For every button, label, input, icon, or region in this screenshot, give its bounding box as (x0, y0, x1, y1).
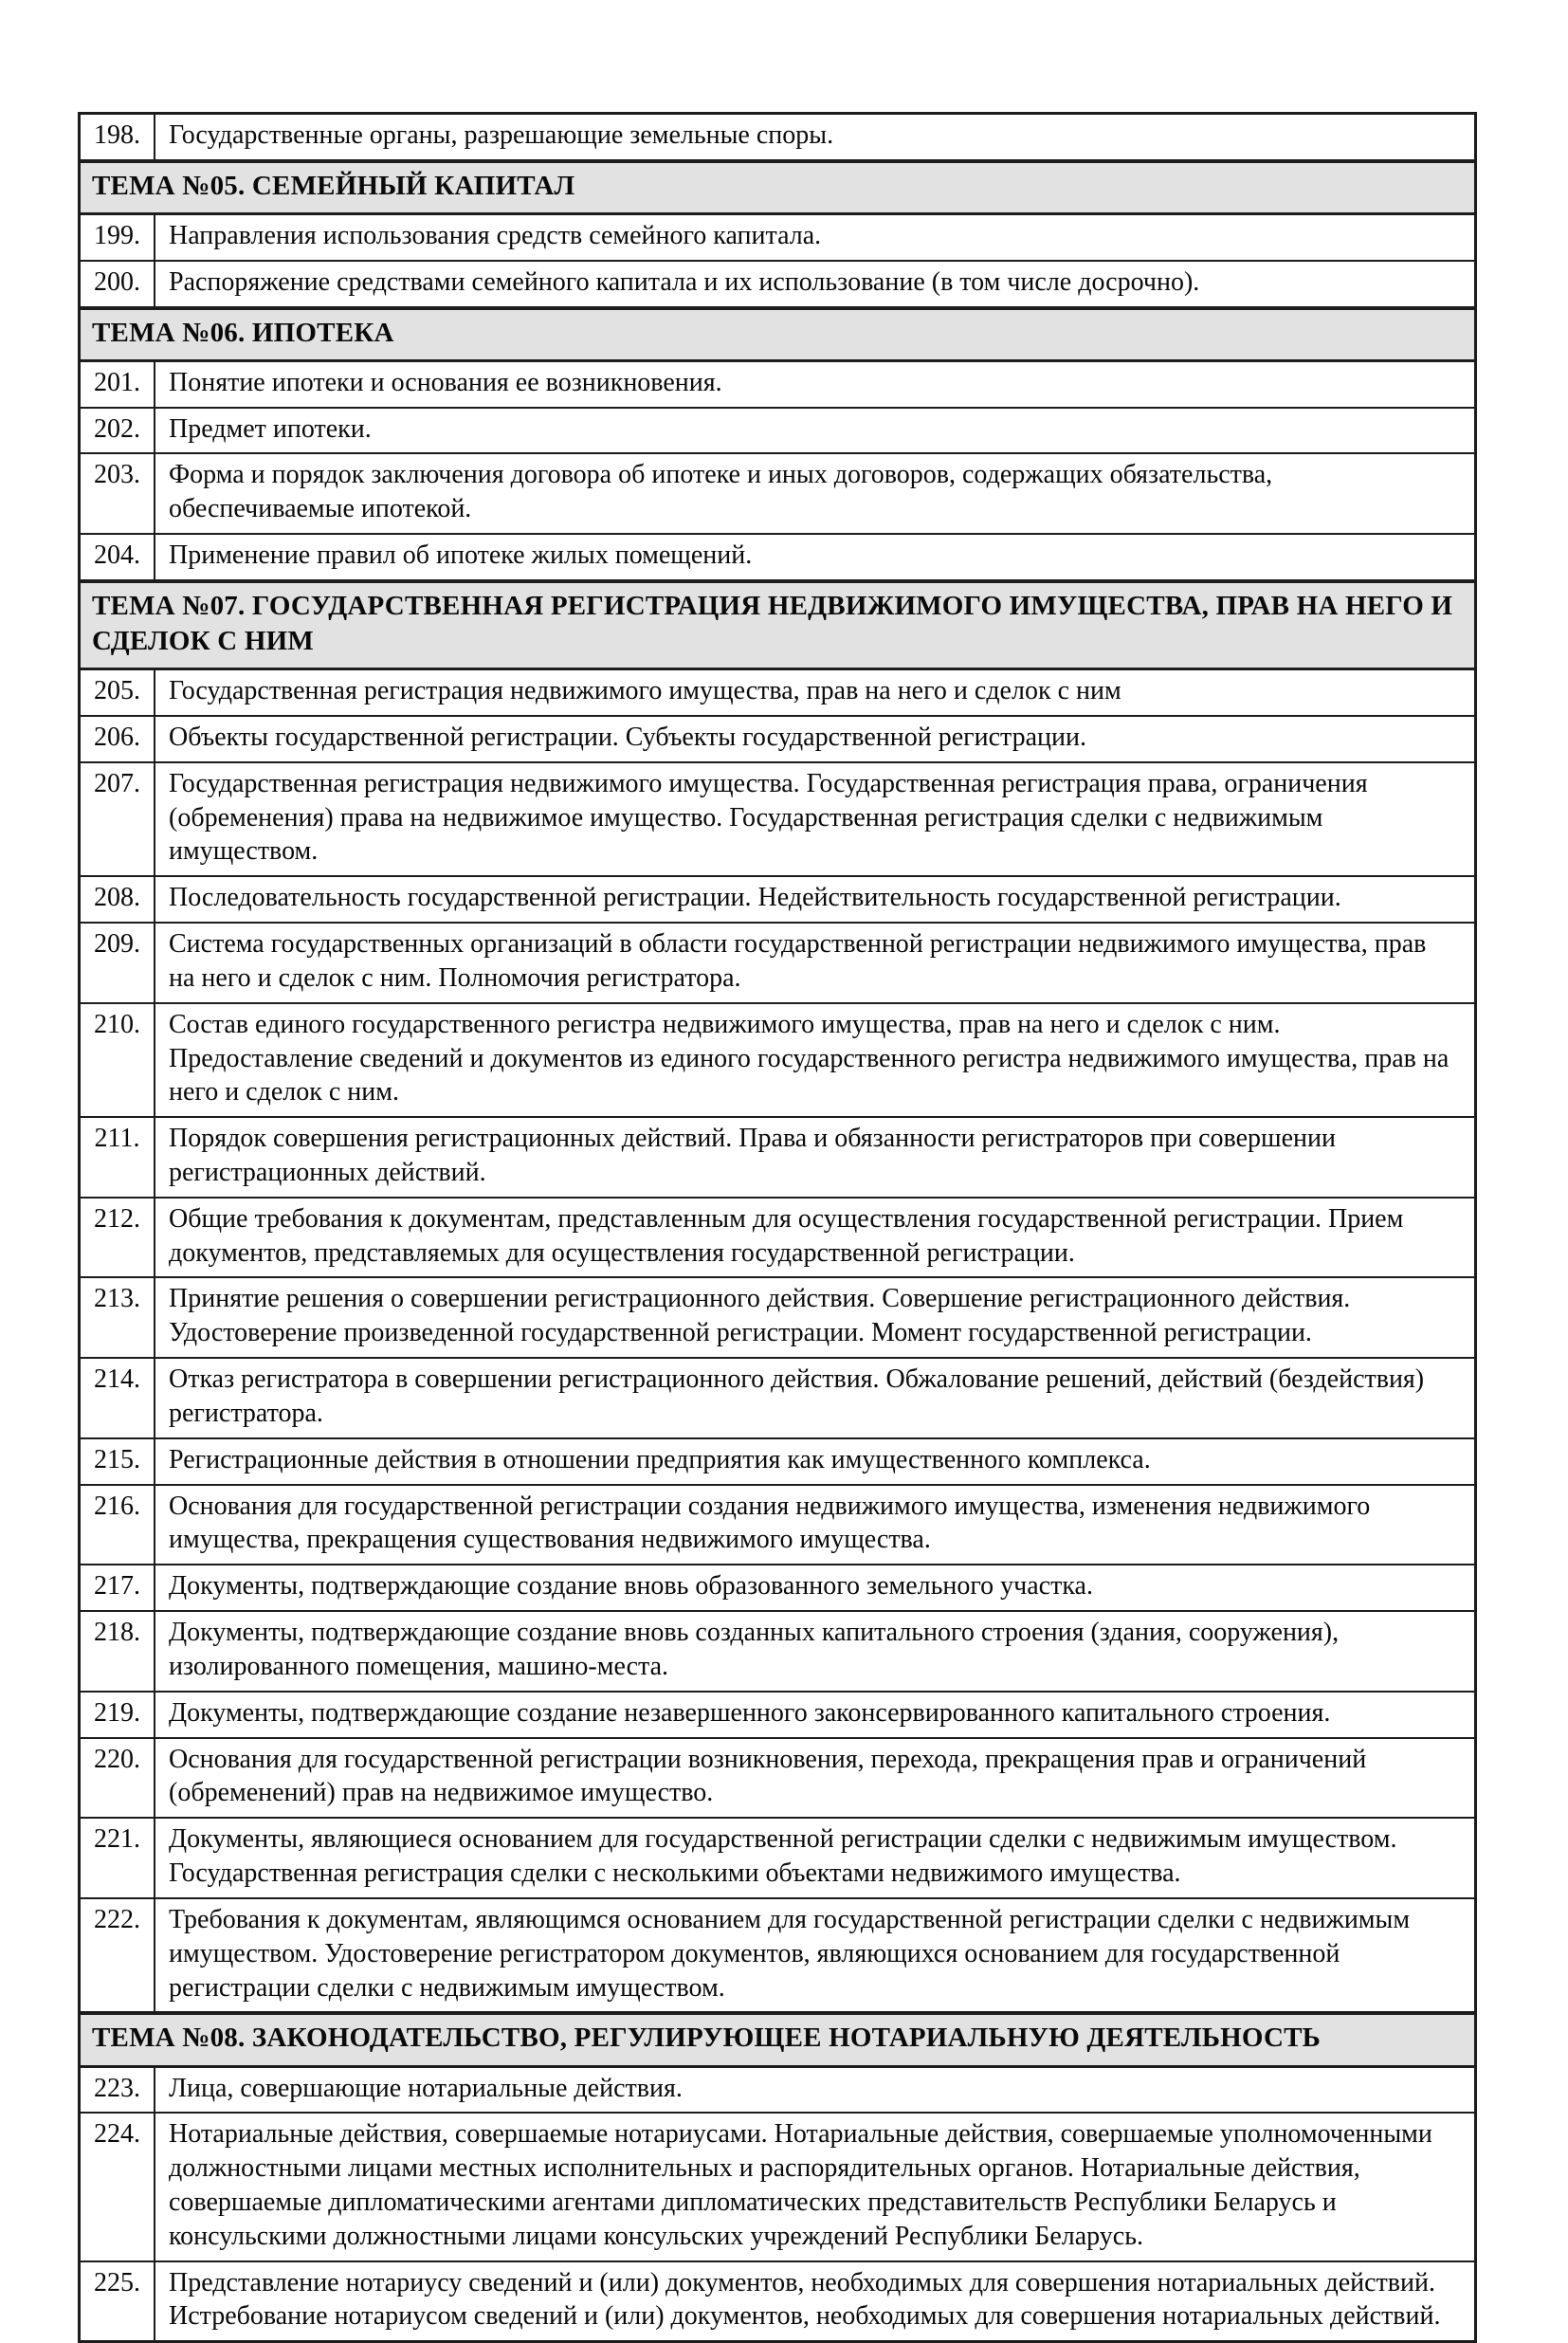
row-text: Принятие решения о совершении регистрационного действия. Совершение регистрационного действия. Удостоверение произведенной государственной регистрации. Момент государственной регистрации. (155, 1277, 1476, 1358)
row-text: Общие требования к документам, представленным для осуществления государственной регистрации. Прием документов, представляемых для осуществления государственной регистрации. (155, 1198, 1476, 1278)
table-row (80, 408, 1476, 454)
table-row (80, 876, 1476, 923)
row-text: Документы, подтверждающие создание вновь образованного земельного участка. (155, 1565, 1476, 1611)
table-row (80, 923, 1476, 1003)
row-text: Форма и порядок заключения договора об ипотеке и иных договоров, содержащих обязательства, обеспечиваемые ипотекой. (155, 453, 1476, 534)
table-row (80, 1117, 1476, 1198)
row-text: Представление нотариусу сведений и (или) документов, необходимых для совершения нотариальных действий. Истребование нотариусом сведений и (или) документов, необходимых для совершения нотариальных действий. (155, 2261, 1476, 2342)
table-row (80, 1438, 1476, 1485)
row-text: Регистрационные действия в отношении предприятия как имущественного комплекса. (155, 1438, 1476, 1485)
row-number: 215. (80, 1438, 155, 1485)
table-row (80, 1898, 1476, 2013)
section-row (80, 2013, 1476, 2066)
row-text: Понятие ипотеки и основания ее возникновения. (155, 360, 1476, 407)
row-text: Состав единого государственного регистра недвижимого имущества, прав на него и сделок с ним. Предоставление сведений и документов из единого государственного регистра недвижимого имущества, прав на него и сделок с ним. (155, 1003, 1476, 1117)
row-number: 216. (80, 1485, 155, 1565)
row-text: Предмет ипотеки. (155, 408, 1476, 454)
row-number: 209. (80, 923, 155, 1003)
row-text: Отказ регистратора в совершении регистрационного действия. Обжалование решений, действий (бездействия) регистратора. (155, 1358, 1476, 1438)
row-text: Объекты государственной регистрации. Субъекты государственной регистрации. (155, 716, 1476, 762)
table-row (80, 453, 1476, 534)
section-row (80, 581, 1476, 669)
table-row (80, 261, 1476, 308)
row-number: 224. (80, 2113, 155, 2261)
row-text: Требования к документам, являющимся основанием для государственной регистрации сделки с недвижимым имуществом. Удостоверение регистратором документов, являющихся основанием для государственной регистрации сделки с недвижимым имуществом. (155, 1898, 1476, 2013)
row-text: Государственные органы, разрешающие земельные споры. (155, 114, 1476, 161)
table-row (80, 1485, 1476, 1565)
row-text: Направления использования средств семейного капитала. (155, 213, 1476, 260)
topics-table-body (80, 114, 1476, 2342)
section-title: ТЕМА №07. ГОСУДАРСТВЕННАЯ РЕГИСТРАЦИЯ НЕДВИЖИМОГО ИМУЩЕСТВА, ПРАВ НА НЕГО И СДЕЛОК С НИМ (80, 581, 1476, 669)
row-text: Государственная регистрация недвижимого имущества, прав на него и сделок с ним (155, 669, 1476, 716)
section-row (80, 308, 1476, 361)
row-number: 206. (80, 716, 155, 762)
table-row (80, 1277, 1476, 1358)
row-text: Государственная регистрация недвижимого имущества. Государственная регистрация права, ограничения (обременения) права на недвижимое имущество. Государственная регистрация сделки с недвижимым имуществом. (155, 762, 1476, 876)
section-row (80, 161, 1476, 214)
row-number: 213. (80, 1277, 155, 1358)
table-row (80, 1738, 1476, 1819)
row-number: 217. (80, 1565, 155, 1611)
row-number: 220. (80, 1738, 155, 1819)
table-row (80, 534, 1476, 581)
row-text: Система государственных организаций в области государственной регистрации недвижимого имущества, прав на него и сделок с ним. Полномочия регистратора. (155, 923, 1476, 1003)
table-row (80, 2066, 1476, 2113)
table-row (80, 213, 1476, 260)
row-number: 210. (80, 1003, 155, 1117)
table-row (80, 114, 1476, 161)
row-text: Основания для государственной регистрации возникновения, перехода, прекращения прав и ограничений (обременений) прав на недвижимое имущество. (155, 1738, 1476, 1819)
row-number: 203. (80, 453, 155, 534)
table-row (80, 2113, 1476, 2261)
table-row (80, 716, 1476, 762)
table-row (80, 1565, 1476, 1611)
row-number: 225. (80, 2261, 155, 2342)
row-number: 221. (80, 1818, 155, 1898)
row-text: Лица, совершающие нотариальные действия. (155, 2066, 1476, 2113)
document-body (78, 112, 1477, 2343)
table-row (80, 1003, 1476, 1117)
row-number: 208. (80, 876, 155, 923)
row-number: 200. (80, 261, 155, 308)
table-row (80, 1818, 1476, 1898)
row-text: Основания для государственной регистрации создания недвижимого имущества, изменения недвижимого имущества, прекращения существования недвижимого имущества. (155, 1485, 1476, 1565)
row-number: 212. (80, 1198, 155, 1278)
row-number: 205. (80, 669, 155, 716)
row-text: Применение правил об ипотеке жилых помещений. (155, 534, 1476, 581)
row-number: 211. (80, 1117, 155, 1198)
row-text: Нотариальные действия, совершаемые нотариусами. Нотариальные действия, совершаемые уполномоченными должностными лицами местных исполнительных и распорядительных органов. Нотариальные действия, совершаемые дипломатическими агентами дипломатических представительств Республики Беларусь и консульскими должностными лицами консульских учреждений Республики Беларусь. (155, 2113, 1476, 2261)
table-row (80, 1692, 1476, 1738)
row-text: Распоряжение средствами семейного капитала и их использование (в том числе досрочно). (155, 261, 1476, 308)
row-number: 199. (80, 213, 155, 260)
row-number: 207. (80, 762, 155, 876)
row-number: 218. (80, 1611, 155, 1692)
row-text: Документы, подтверждающие создание незавершенного законсервированного капитального строения. (155, 1692, 1476, 1738)
table-row (80, 669, 1476, 716)
section-title: ТЕМА №08. ЗАКОНОДАТЕЛЬСТВО, РЕГУЛИРУЮЩЕЕ НОТАРИАЛЬНУЮ ДЕЯТЕЛЬНОСТЬ (80, 2013, 1476, 2066)
row-number: 198. (80, 114, 155, 161)
table-row (80, 1611, 1476, 1692)
row-text: Документы, являющиеся основанием для государственной регистрации сделки с недвижимым имуществом. Государственная регистрация сделки с несколькими объектами недвижимого имущества. (155, 1818, 1476, 1898)
table-row (80, 360, 1476, 407)
row-number: 223. (80, 2066, 155, 2113)
table-row (80, 1358, 1476, 1438)
section-title: ТЕМА №05. СЕМЕЙНЫЙ КАПИТАЛ (80, 161, 1476, 214)
row-number: 219. (80, 1692, 155, 1738)
row-number: 204. (80, 534, 155, 581)
row-text: Документы, подтверждающие создание вновь созданных капитального строения (здания, сооружения), изолированного помещения, машино-места. (155, 1611, 1476, 1692)
row-number: 201. (80, 360, 155, 407)
row-text: Последовательность государственной регистрации. Недействительность государственной регистрации. (155, 876, 1476, 923)
table-row (80, 1198, 1476, 1278)
section-title: ТЕМА №06. ИПОТЕКА (80, 308, 1476, 361)
row-text: Порядок совершения регистрационных действий. Права и обязанности регистраторов при совершении регистрационных действий. (155, 1117, 1476, 1198)
table-row (80, 762, 1476, 876)
row-number: 222. (80, 1898, 155, 2013)
row-number: 214. (80, 1358, 155, 1438)
row-number: 202. (80, 408, 155, 454)
topics-table (78, 112, 1477, 2343)
table-row (80, 2261, 1476, 2342)
